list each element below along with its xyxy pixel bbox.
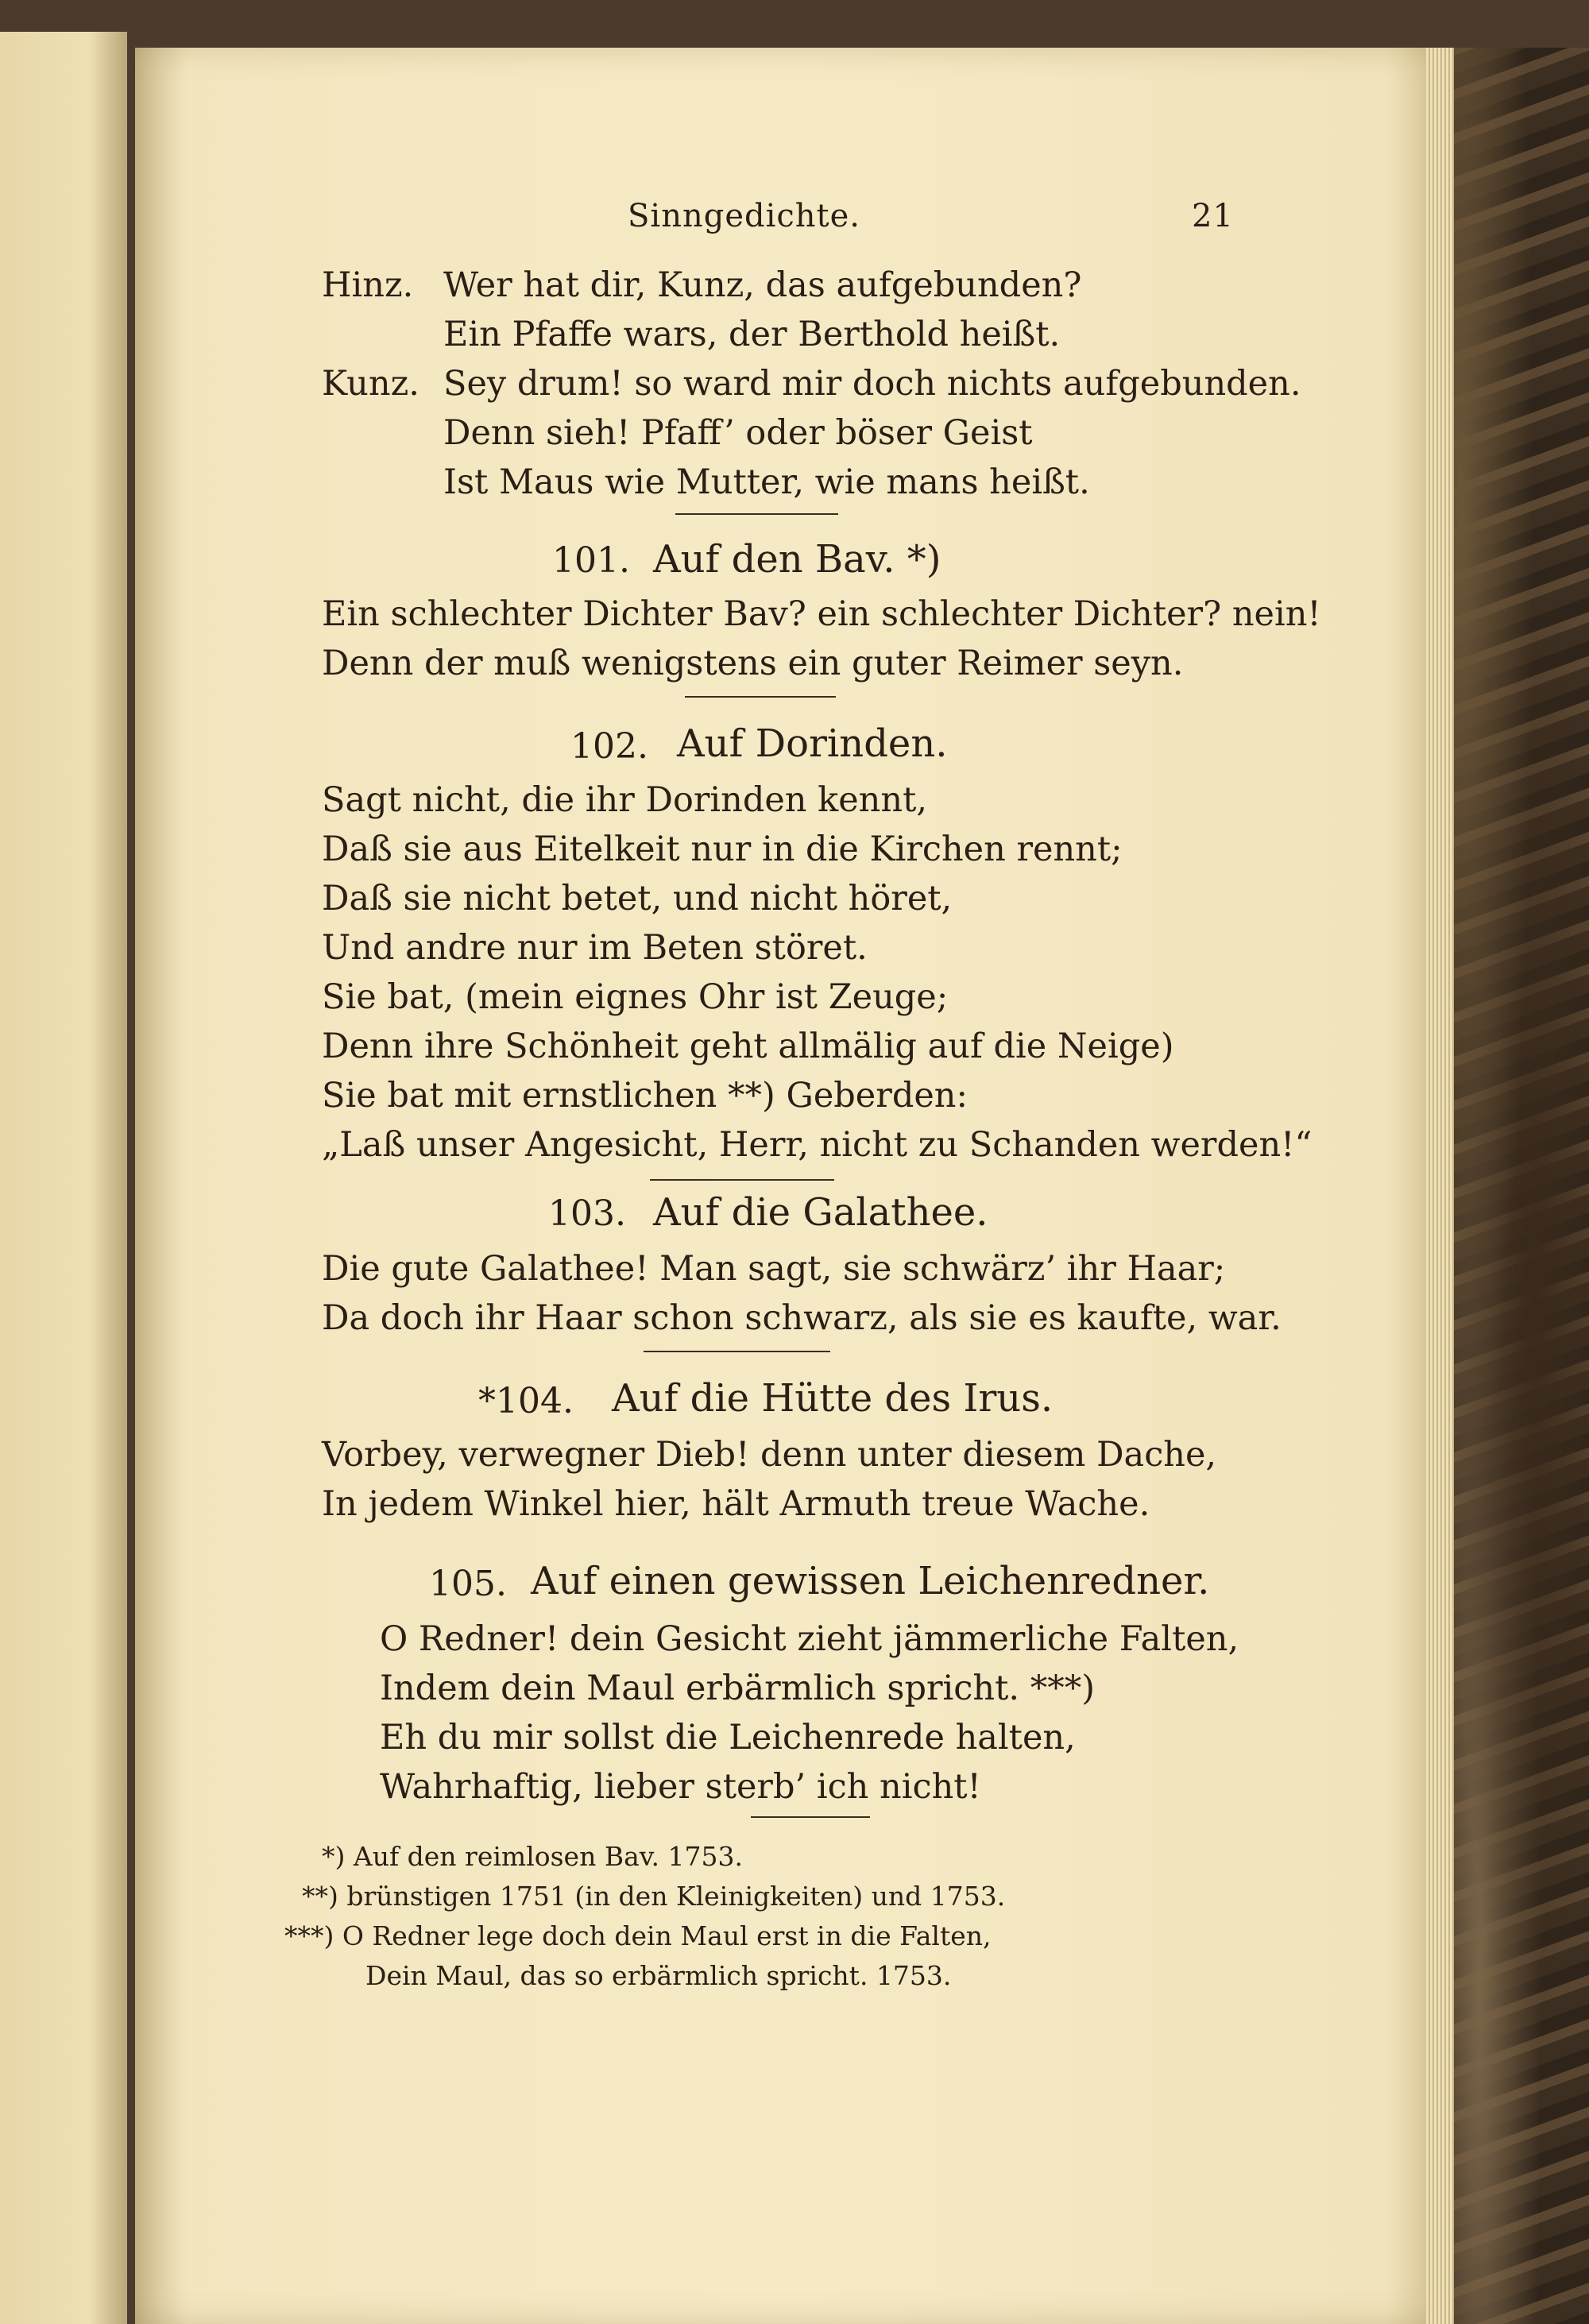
section-divider (644, 1351, 830, 1352)
poem-line: Und andre nur im Beten störet. (322, 928, 868, 968)
poem-title: Auf die Hütte des Irus. (612, 1376, 1054, 1421)
dialogue-line: Sey drum! so ward mir doch nichts aufgebunden. (443, 364, 1301, 404)
poem-number: 105. (429, 1564, 507, 1604)
poem-number: 101. (552, 540, 630, 581)
footnote: *) Auf den reimlosen Bav. 1753. (322, 1841, 743, 1872)
poem-line: Daß sie aus Eitelkeit nur in die Kirchen rennt; (322, 829, 1123, 869)
dialogue-line: Ist Maus wie Mutter, wie mans heißt. (443, 462, 1090, 502)
poem-line: Sie bat mit ernstlichen **) Geberden: (322, 1076, 968, 1116)
footnote: **) brünstigen 1751 (in den Kleinigkeiten) und 1753. (302, 1881, 1006, 1912)
poem-number: *104. (478, 1381, 574, 1421)
dialogue-line: Wer hat dir, Kunz, das aufgebunden? (443, 265, 1082, 305)
poem-line: Ein schlechter Dichter Bav? ein schlechter Dichter? nein! (322, 594, 1321, 634)
section-divider (685, 696, 836, 698)
poem-line: Sie bat, (mein eignes Ohr ist Zeuge; (322, 977, 949, 1017)
section-divider (675, 513, 838, 515)
poem-number: 103. (548, 1193, 626, 1234)
poem-line: Denn der muß wenigstens ein guter Reimer seyn. (322, 644, 1184, 683)
poem-line: Vorbey, verwegner Dieb! denn unter diesem Dache, (322, 1435, 1217, 1475)
poem-title: Auf die Galathee. (653, 1190, 988, 1235)
footnote: ***) O Redner lege doch dein Maul erst in die Falten, (284, 1920, 992, 1951)
poem-line: In jedem Winkel hier, hält Armuth treue Wache. (322, 1484, 1150, 1524)
poem-line: Daß sie nicht betet, und nicht höret, (322, 879, 953, 918)
poem-title: Auf einen gewissen Leichenredner. (531, 1559, 1210, 1603)
poem-line: Denn ihre Schönheit geht allmälig auf die Neige) (322, 1027, 1174, 1066)
page-stack-edge (1426, 48, 1454, 2324)
footnote: Dein Maul, das so erbärmlich spricht. 1753. (365, 1960, 952, 1991)
speaker-label: Hinz. (322, 265, 414, 305)
footnote-divider (751, 1816, 870, 1818)
speaker-label: Kunz. (322, 364, 419, 404)
poem-line: „Laß unser Angesicht, Herr, nicht zu Schanden werden!“ (322, 1125, 1313, 1165)
facing-page-edge (0, 32, 127, 2324)
running-title: Sinngedichte. (628, 198, 861, 234)
dialogue-line: Ein Pfaffe wars, der Berthold heißt. (443, 315, 1061, 354)
page-number: 21 (1192, 198, 1234, 234)
poem-line: Die gute Galathee! Man sagt, sie schwärz’ ihr Haar; (322, 1249, 1226, 1289)
poem-line: O Redner! dein Gesicht zieht jämmerliche Falten, (380, 1619, 1239, 1659)
dialogue-line: Denn sieh! Pfaff’ oder böser Geist (443, 413, 1033, 453)
poem-line: Wahrhaftig, lieber sterb’ ich nicht! (380, 1767, 981, 1807)
poem-number: 102. (570, 726, 648, 767)
poem-line: Sagt nicht, die ihr Dorinden kennt, (322, 780, 928, 820)
section-divider (650, 1179, 834, 1181)
poem-title: Auf den Bav. *) (653, 537, 941, 582)
poem-line: Da doch ihr Haar schon schwarz, als sie es kaufte, war. (322, 1298, 1282, 1338)
poem-line: Indem dein Maul erbärmlich spricht. ***) (380, 1669, 1095, 1708)
poem-title: Auf Dorinden. (677, 721, 948, 766)
poem-line: Eh du mir sollst die Leichenrede halten, (380, 1718, 1076, 1758)
